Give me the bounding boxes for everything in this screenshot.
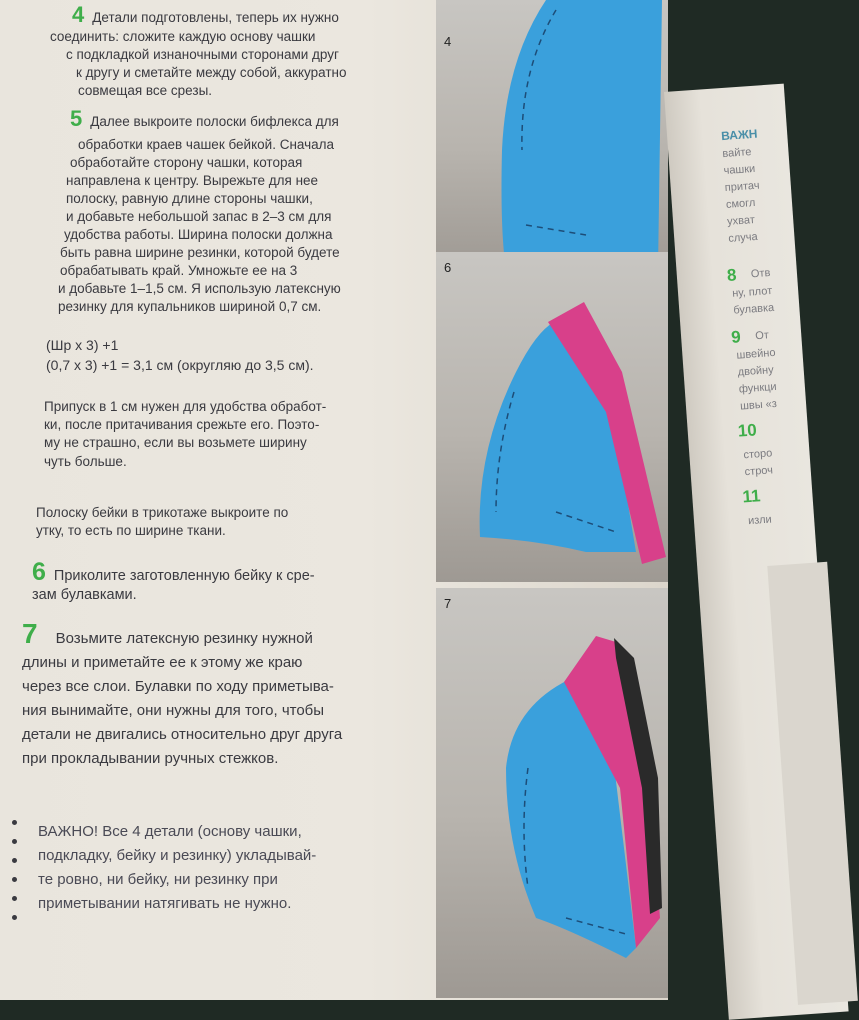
step-line: детали не двигались относительно друг друга: [22, 726, 343, 743]
step-line: Возьмите латексную резинку нужной: [55, 630, 313, 647]
step-line: направлена к центру. Вырежьте для нее: [66, 173, 319, 188]
step-line: и добавьте небольшой запас в 2–3 см для: [66, 209, 332, 224]
rp-line: Отв: [750, 267, 771, 281]
rp-step-number: 11: [741, 486, 762, 507]
photo-number: 7: [444, 596, 452, 611]
step-line: при прокладывании ручных стежков.: [22, 750, 279, 767]
step-line: зам булавками.: [32, 587, 137, 603]
step-line: через все слои. Булавки по ходу приметыва-: [22, 678, 334, 695]
important-note: [38, 820, 418, 916]
step-7: [22, 618, 432, 771]
step-line: к другу и сметайте между собой, аккуратно: [76, 65, 347, 80]
step-line: полоску, равную длине стороны чашки,: [66, 191, 313, 206]
rp-step-number: 9: [730, 327, 742, 347]
paragraph: [36, 504, 416, 540]
rp-line: сторо: [743, 447, 773, 462]
para-line: Припуск в 1 см нужен для удобства обработ-: [44, 399, 327, 414]
rp-line: ВАЖН: [720, 126, 758, 144]
important-dots: [12, 820, 20, 934]
step-number: 6: [32, 558, 46, 586]
formula-line: (Шр х 3) +1: [46, 337, 119, 353]
book-page-right: [664, 84, 849, 1020]
step-line: быть равна ширине резинки, которой будете: [60, 245, 340, 260]
step-line: ния вынимайте, они нужны для того, чтобы: [22, 702, 325, 719]
photo-step-6: [436, 252, 668, 582]
step-line: с подкладкой изнаночными сторонами друг: [66, 47, 339, 62]
cup-blue-shape: [436, 0, 668, 270]
rp-line: От: [754, 329, 770, 343]
important-line: ВАЖНО! Все 4 детали (основу чашки,: [38, 823, 302, 840]
rp-step-number: 8: [726, 265, 738, 286]
step-line: длины и приметайте ее к этому же краю: [22, 654, 303, 671]
rp-line: строч: [744, 464, 774, 479]
rp-line: булавка: [733, 301, 775, 317]
rp-line: двойну: [737, 364, 775, 379]
step-line: удобства работы. Ширина полоски должна: [64, 227, 333, 242]
photo-step-4: [436, 0, 668, 270]
step-line: и добавьте 1–1,5 см. Я использую латексную: [58, 281, 341, 296]
cup-with-binding: [436, 252, 668, 582]
rp-line: случа: [727, 230, 759, 245]
para-line: му не страшно, если вы возьмете ширину: [44, 435, 307, 451]
step-number: 5: [70, 106, 83, 131]
rp-line: швейно: [736, 346, 776, 362]
para-line: ки, после притачивания срежьте его. Поэто-: [44, 417, 320, 433]
paragraph: [44, 398, 424, 471]
rp-line: швы «з: [739, 397, 778, 413]
formula-line: (0,7 х 3) +1 = 3,1 см (округляю до 3,5 см).: [46, 357, 314, 373]
important-line: подкладку, бейку и резинку) укладывай-: [38, 847, 317, 864]
step-line: обработки краев чашек бейкой. Сначала: [78, 137, 335, 152]
para-line: Полоску бейки в трикотаже выкроите по: [36, 505, 289, 520]
step-line: Детали подготовлены, теперь их нужно: [92, 10, 339, 25]
para-line: утку, то есть по ширине ткани.: [36, 523, 226, 539]
step-line: Приколите заготовленную бейку к сре-: [53, 568, 315, 584]
rp-line: ухват: [726, 213, 756, 228]
step-line: обработайте сторону чашки, которая: [70, 155, 303, 170]
rp-line: изли: [747, 513, 773, 528]
step-number: 4: [72, 2, 85, 27]
step-number: 7: [22, 618, 38, 649]
step-line: обрабатывать край. Умножьте ее на 3: [60, 263, 298, 278]
step-6: [32, 558, 432, 604]
rp-line: притач: [724, 179, 760, 194]
rp-photo-edge: [767, 562, 858, 1005]
photo-number: 6: [444, 260, 452, 275]
photo-number: 4: [444, 34, 452, 49]
step-line: Далее выкроите полоски бифлекса для: [90, 114, 339, 129]
important-line: приметывании натягивать не нужно.: [38, 895, 292, 912]
rp-line: чашки: [723, 162, 756, 178]
rp-line: смогл: [725, 196, 756, 211]
rp-step-number: 10: [737, 420, 758, 441]
step-line: совмещая все срезы.: [78, 83, 213, 98]
step-line: резинку для купальников шириной 0,7 см.: [58, 299, 322, 314]
step-line: соединить: сложите каждую основу чашки: [50, 29, 316, 44]
para-line: чуть больше.: [44, 453, 127, 469]
rp-line: функци: [738, 380, 778, 396]
important-line: те ровно, ни бейку, ни резинку при: [38, 871, 278, 888]
photo-step-7: [436, 588, 668, 998]
cup-with-binding-and-elastic: [436, 588, 668, 998]
rp-line: вайте: [722, 146, 752, 161]
rp-line: ну, плот: [731, 284, 773, 300]
